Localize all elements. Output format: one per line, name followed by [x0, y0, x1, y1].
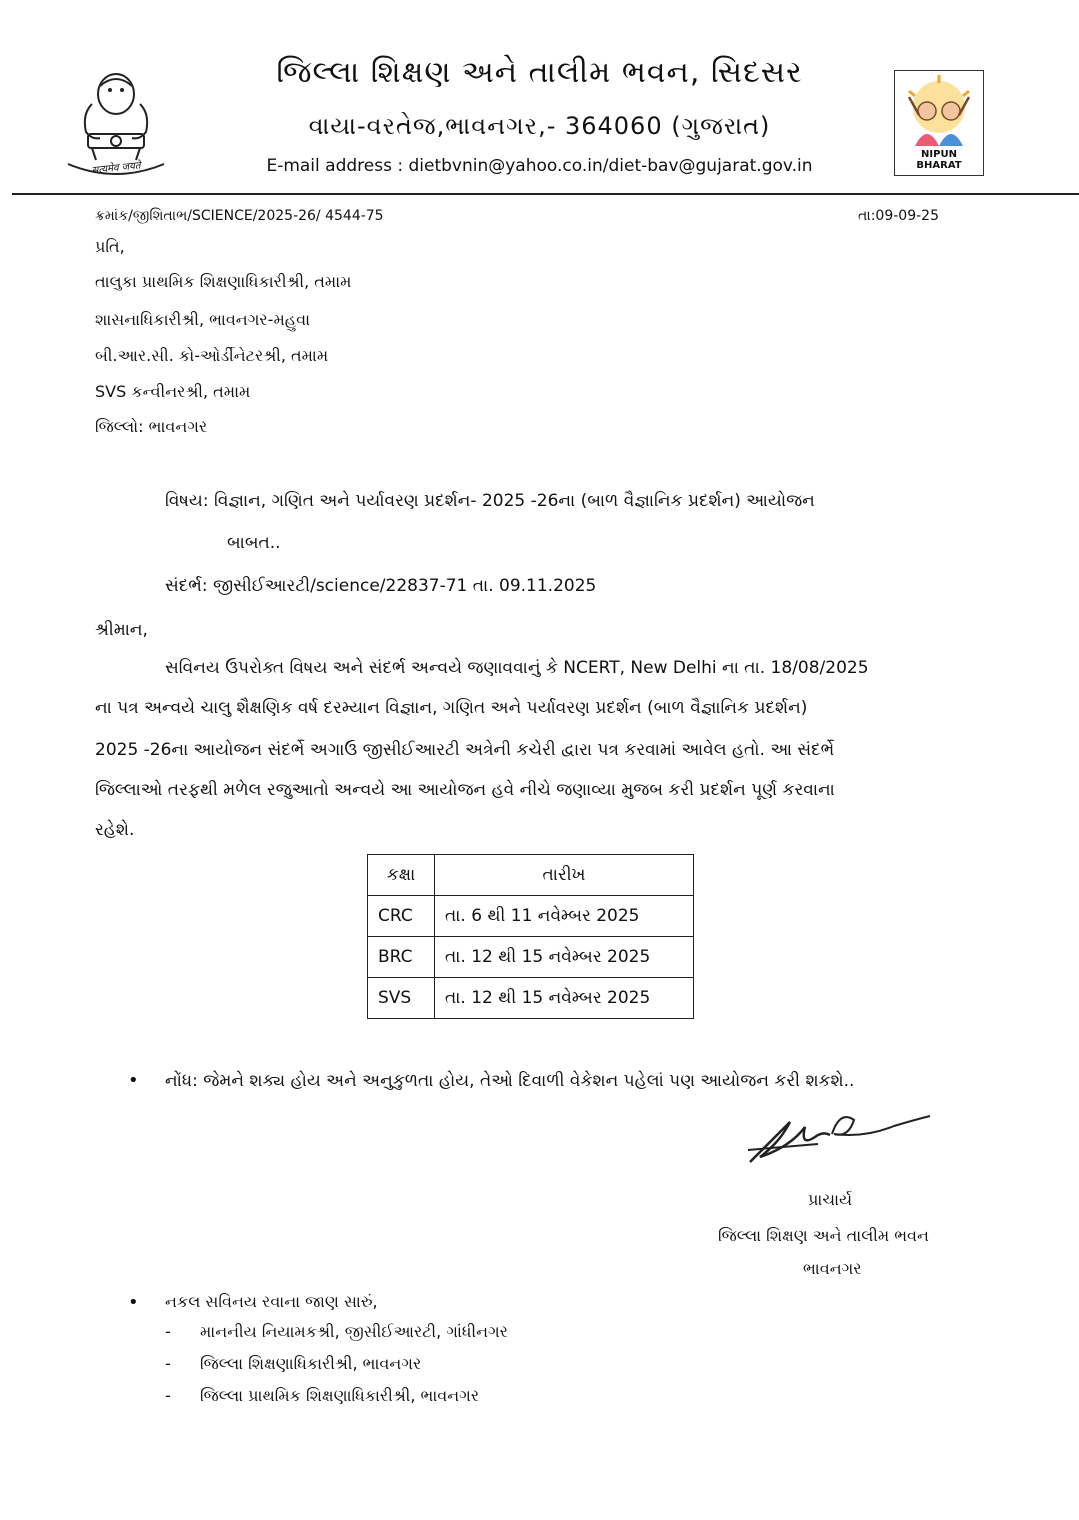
office-title: જિલ્લા શિક્ષણ અને તાલીમ ભવન, સિદસર — [276, 55, 803, 90]
body-line: રહેશે. — [95, 820, 135, 840]
table-row — [368, 978, 694, 1019]
subject-continuation: બાબત.. — [227, 533, 281, 553]
table-cell-level: CRC — [368, 896, 435, 937]
table-cell-level: BRC — [368, 937, 435, 978]
bullet-icon: • — [128, 1070, 139, 1091]
table-cell-date: તા. 12 થી 15 નવેમ્બર 2025 — [435, 978, 694, 1019]
table-row — [368, 896, 694, 937]
signature — [740, 1102, 940, 1172]
table-cell-date: તા. 6 થી 11 નવેમ્બર 2025 — [435, 896, 694, 937]
table-cell-date: તા. 12 થી 15 નવેમ્બર 2025 — [435, 937, 694, 978]
table-row — [368, 937, 694, 978]
letter-date: તા:09-09-25 — [858, 208, 939, 224]
copy-to-item: જિલ્લા શિક્ષણાધિકારીશ્રી, ભાવનગર — [200, 1354, 422, 1373]
recipient-line: પ્રતિ, — [95, 237, 125, 256]
dash-icon: - — [165, 1386, 171, 1405]
body-line: 2025 -26ના આયોજન સંદર્ભે અગાઉ જીસીઈઆરટી અત્રેની કચેરી દ્વારા પત્ર કરવામાં આવેલ હતો. આ સંદર્ભે — [95, 740, 835, 760]
copy-to-item: માનનીય નિયામકશ્રી, જીસીઈઆરટી, ગાંધીનગર — [200, 1322, 508, 1341]
recipient-line: SVS કન્વીનરશ્રી, તમામ — [95, 382, 251, 401]
nipun-logo-text: NIPUN BHARAT — [916, 149, 962, 171]
table-cell-level: SVS — [368, 978, 435, 1019]
bullet-icon: • — [128, 1292, 139, 1313]
subject-line: વિષય: વિજ્ઞાન, ગણિત અને પર્યાવરણ પ્રદર્શન- 2025 -26ના (બાળ વૈજ્ઞાનિક પ્રદર્શન) આયોજન — [165, 491, 815, 511]
emblem-motto: सत्यमेव जयते — [91, 160, 142, 177]
copy-to-heading: નકલ સવિનય રવાના જાણ સારું, — [165, 1292, 378, 1311]
office-address: વાયા-વરતેજ,ભાવનગર,- 364060 (ગુજરાત) — [308, 112, 771, 140]
note-text: નોંધ: જેમને શક્ય હોય અને અનુકુળતા હોય, તેઓ દિવાળી વેકેશન પહેલાં પણ આયોજન કરી શકશે.. — [165, 1071, 855, 1091]
recipient-line: શાસનાધિકારીશ્રી, ભાવનગર-મહુવા — [95, 310, 311, 329]
office-email: E-mail address : dietbvnin@yahoo.co.in/diet-bav@gujarat.gov.in — [266, 156, 813, 176]
letter-number: ક્રમાંક/જીશિતાભ/SCIENCE/2025-26/ 4544-75 — [95, 208, 384, 224]
body-line: સવિનય ઉપરોક્ત વિષય અને સંદર્ભ અન્વયે જણાવવાનું કે NCERT, New Delhi ના તા. 18/08/2025 — [165, 658, 869, 678]
signatory-office: જિલ્લા શિક્ષણ અને તાલીમ ભવન — [718, 1226, 929, 1245]
signatory-designation: પ્રાચાર્ય — [808, 1190, 853, 1209]
recipient-line: તાલુકા પ્રાથમિક શિક્ષણાધિકારીશ્રી, તમામ — [95, 272, 352, 291]
dash-icon: - — [165, 1322, 171, 1341]
dash-icon: - — [165, 1354, 171, 1373]
copy-to-item: જિલ્લા પ્રાથમિક શિક્ષણાધિકારીશ્રી, ભાવનગર — [200, 1386, 480, 1405]
body-line: ના પત્ર અન્વયે ચાલુ શૈક્ષણિક વર્ષ દરમ્યાન વિજ્ઞાન, ગણિત અને પર્યાવરણ પ્રદર્શન (બાળ વૈજ્ઞાનિક પ્રદર્શન) — [95, 698, 808, 718]
table-header-cell: કક્ષા — [368, 855, 435, 896]
header-divider — [12, 193, 1079, 195]
recipient-line: જિલ્લો: ભાવનગર — [95, 417, 208, 436]
exhibition-schedule-table — [367, 854, 694, 1019]
salutation: શ્રીમાન, — [95, 620, 148, 640]
recipient-line: બી.આર.સી. કો-ઓર્ડીનેટરશ્રી, તમામ — [95, 346, 329, 365]
table-header-row — [368, 855, 694, 896]
body-line: જિલ્લાઓ તરફથી મળેલ રજુઆતો અન્વયે આ આયોજન હવે નીચે જણાવ્યા મુજબ કરી પ્રદર્શન પૂર્ણ કરવાના — [95, 780, 835, 800]
reference-line: સંદર્ભ: જીસીઈઆરટી/science/22837-71 તા. 09.11.2025 — [165, 576, 597, 596]
signatory-place: ભાવનગર — [803, 1259, 862, 1278]
table-header-cell: તારીખ — [435, 855, 694, 896]
